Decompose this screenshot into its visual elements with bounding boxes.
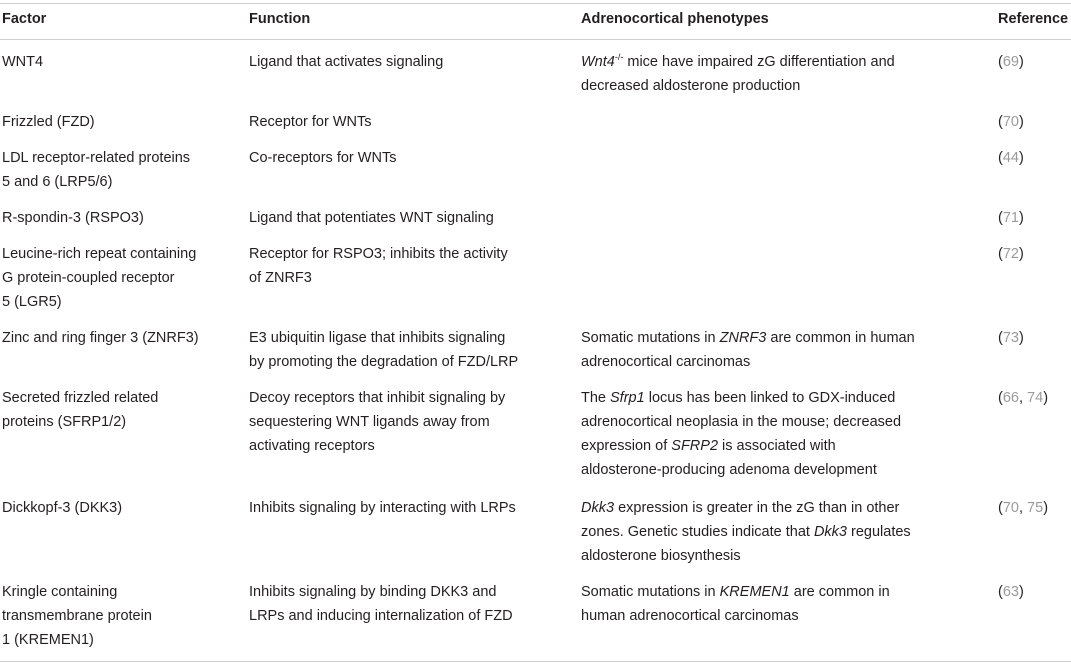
reference-link[interactable]: 66 — [1002, 390, 1019, 406]
phenotype-line — [581, 544, 911, 568]
phenotype-cell — [581, 386, 901, 482]
phenotype-line — [581, 496, 911, 520]
function-line: LRPs and inducing internalization of FZD — [249, 608, 513, 624]
factor-cell — [2, 496, 122, 520]
function-line: Receptor for WNTs — [249, 114, 372, 130]
phenotype-text: Dkk3 — [581, 500, 615, 516]
function-cell — [249, 496, 516, 520]
reference-link[interactable]: 70 — [1002, 500, 1019, 516]
phenotype-text: decreased aldosterone production — [581, 78, 801, 94]
phenotype-line — [581, 50, 895, 74]
phenotype-text: locus has been linked to GDX-induced — [644, 390, 896, 406]
factor-line: WNT4 — [2, 54, 44, 70]
phenotype-line — [581, 386, 901, 410]
table-top-rule — [0, 3, 1071, 4]
header-phenotypes: Adrenocortical phenotypes — [581, 11, 769, 27]
reference-link[interactable]: 74 — [1027, 390, 1044, 406]
function-line: activating receptors — [249, 438, 375, 454]
reference-cell: (69) — [998, 54, 1024, 70]
function-line: Receptor for RSPO3; inhibits the activity — [249, 246, 508, 262]
factor-line: 5 and 6 (LRP5/6) — [2, 174, 113, 190]
factor-line: 5 (LGR5) — [2, 294, 62, 310]
reference-cell: (63) — [998, 584, 1024, 600]
reference-cell: (72) — [998, 246, 1024, 262]
phenotype-text: Sfrp1 — [610, 390, 645, 406]
factor-cell — [2, 326, 199, 350]
phenotype-text: Dkk3 — [813, 524, 847, 540]
factor-cell — [2, 242, 196, 314]
factor-cell — [2, 146, 190, 194]
phenotype-cell — [581, 496, 911, 568]
factor-line: Kringle containing — [2, 584, 118, 600]
phenotype-text: human adrenocortical carcinomas — [581, 608, 799, 624]
factor-line: proteins (SFRP1/2) — [2, 414, 127, 430]
header-rule — [0, 39, 1071, 40]
factor-line: transmembrane protein — [2, 608, 152, 624]
function-line: Inhibits signaling by binding DKK3 and — [249, 584, 497, 600]
factor-cell — [2, 580, 152, 652]
reference-link[interactable]: 75 — [1027, 500, 1044, 516]
phenotype-cell — [581, 326, 915, 374]
phenotype-cell — [581, 50, 895, 98]
reference-link[interactable]: 73 — [1002, 330, 1019, 346]
phenotype-text: Wnt4 — [581, 54, 615, 70]
function-cell — [249, 326, 518, 374]
phenotype-text: are common in — [789, 584, 890, 600]
factor-line: Frizzled (FZD) — [2, 114, 95, 130]
header-factor: Factor — [2, 11, 47, 27]
factor-line: G protein-coupled receptor — [2, 270, 175, 286]
function-cell — [249, 386, 505, 458]
phenotype-text: expression of — [581, 438, 672, 454]
reference-link[interactable]: 63 — [1002, 584, 1019, 600]
function-line: Ligand that activates signaling — [249, 54, 444, 70]
reference-cell: (71) — [998, 210, 1024, 226]
function-line: Co-receptors for WNTs — [249, 150, 397, 166]
phenotype-line — [581, 604, 890, 628]
phenotype-line — [581, 350, 915, 374]
phenotype-line — [581, 434, 901, 458]
factor-line: Secreted frizzled related — [2, 390, 159, 406]
factor-cell — [2, 50, 43, 74]
function-cell — [249, 242, 508, 290]
function-cell — [249, 580, 513, 628]
reference-cell: (44) — [998, 150, 1024, 166]
function-line: sequestering WNT ligands away from — [249, 414, 490, 430]
phenotype-line — [581, 74, 895, 98]
function-cell — [249, 50, 443, 74]
reference-link[interactable]: 44 — [1002, 150, 1019, 166]
phenotype-cell — [581, 580, 890, 628]
phenotype-line — [581, 410, 901, 434]
factor-line: LDL receptor-related proteins — [2, 150, 191, 166]
phenotype-text: mice have impaired zG differentiation and — [623, 54, 895, 70]
phenotype-text: adrenocortical neoplasia in the mouse; decreased — [581, 414, 902, 430]
header-reference: Reference — [998, 11, 1069, 27]
phenotype-text: is associated with — [718, 438, 836, 454]
header-function: Function — [249, 11, 311, 27]
reference-cell: (70) — [998, 114, 1024, 130]
function-line: Decoy receptors that inhibit signaling by — [249, 390, 506, 406]
phenotype-line — [581, 458, 901, 482]
factor-cell — [2, 206, 144, 230]
function-line: by promoting the degradation of FZD/LRP — [249, 354, 519, 370]
reference-cell: (70, 75) — [998, 500, 1049, 516]
phenotype-text: expression is greater in the zG than in other — [614, 500, 900, 516]
phenotype-text: Somatic mutations in — [581, 330, 720, 346]
function-cell — [249, 206, 494, 230]
phenotype-text: adrenocortical carcinomas — [581, 354, 751, 370]
phenotype-text: Somatic mutations in — [581, 584, 720, 600]
function-line: of ZNRF3 — [249, 270, 312, 286]
phenotype-line — [581, 326, 915, 350]
phenotype-text: The — [581, 390, 611, 406]
function-line: E3 ubiquitin ligase that inhibits signaling — [249, 330, 506, 346]
phenotype-text: SFRP2 — [671, 438, 719, 454]
reference-cell: (73) — [998, 330, 1024, 346]
factor-line: R-spondin-3 (RSPO3) — [2, 210, 144, 226]
phenotype-text: aldosterone biosynthesis — [581, 548, 741, 564]
function-line: Inhibits signaling by interacting with LRPs — [249, 500, 516, 516]
factor-line: 1 (KREMEN1) — [2, 632, 94, 648]
phenotype-text: KREMEN1 — [719, 584, 790, 600]
reference-link[interactable]: 71 — [1002, 210, 1019, 226]
reference-link[interactable]: 72 — [1002, 246, 1019, 262]
factor-line: Leucine-rich repeat containing — [2, 246, 197, 262]
factor-line: Dickkopf-3 (DKK3) — [2, 500, 123, 516]
phenotype-text: zones. Genetic studies indicate that — [581, 524, 814, 540]
function-cell — [249, 146, 396, 170]
reference-link[interactable]: 69 — [1002, 54, 1019, 70]
phenotype-text: aldosterone-producing adenoma development — [581, 462, 877, 478]
phenotype-text: -/- — [614, 52, 624, 62]
reference-link[interactable]: 70 — [1002, 114, 1019, 130]
factor-cell — [2, 386, 158, 434]
phenotype-line — [581, 520, 911, 544]
reference-cell: (66, 74) — [998, 390, 1049, 406]
phenotype-text: regulates — [847, 524, 911, 540]
function-line: Ligand that potentiates WNT signaling — [249, 210, 494, 226]
factor-line: Zinc and ring finger 3 (ZNRF3) — [2, 330, 199, 346]
phenotype-text: ZNRF3 — [719, 330, 767, 346]
function-cell — [249, 110, 371, 134]
table-bottom-rule — [0, 661, 1071, 662]
phenotype-line — [581, 580, 890, 604]
factor-cell — [2, 110, 95, 134]
phenotype-text: are common in human — [766, 330, 915, 346]
